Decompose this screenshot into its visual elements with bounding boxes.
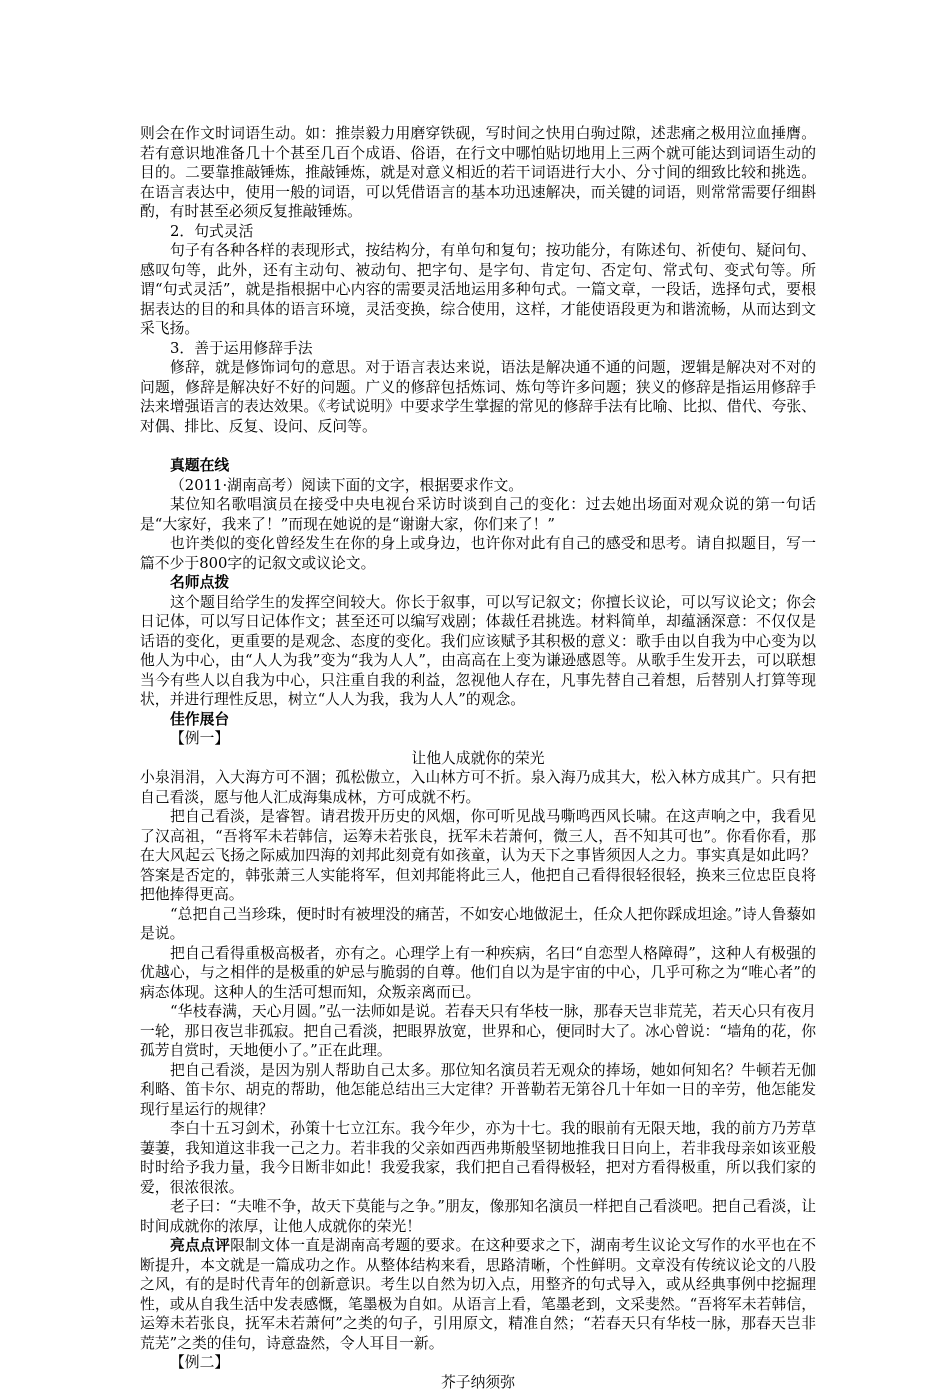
section-gap — [140, 436, 816, 456]
essay-paragraph: 把自己看得重极高极者，亦有之。心理学上有一种疾病，名曰“自恋型人格障碍”，这种人有极强的优越心，与之相伴的是极重的妒忌与脆弱的自尊。他们自以为是宇宙的中心，几乎可称之为“唯心者”的病态体现。这种人的生活可想而知，众叛亲离而已。 — [140, 944, 816, 1003]
example-2-label: 【例二】 — [140, 1353, 816, 1373]
comment-label: 亮点点评 — [170, 1237, 230, 1254]
example-1-label: 【例一】 — [140, 729, 816, 749]
paragraph-sentence-variety: 句子有各种各样的表现形式，按结构分，有单句和复句；按功能分，有陈述句、祈使句、疑问句、感叹句等，此外，还有主动句、被动句、把字句、是字句、肯定句、否定句、常式句、变式句等。所谓“句式灵活”，就是指根据中心内容的需要灵活地运用多种句式。一篇文章，一段话，选择句式，要根据表达的目的和具体的语言环境，灵活变换，综合使用，这样，才能使语段更为和谐流畅，从而达到文采飞扬。 — [140, 241, 816, 339]
comment-text: 限制文体一直是湖南高考题的要求。在这种要求之下，湖南考生议论文写作的水平也在不断提升，本文就是一篇成功之作。从整体结构来看，思路清晰，个性鲜明。文章没有传统议论文的八股之风，有的是时代青年的创新意识。考生以自然为切入点，用整齐的句式导入，或从经典事例中挖掘理性，或从自我生活中发表感慨，笔墨极为自如。从语言上看，笔墨老到，文采斐然。“吾将军未若韩信，运筹未若张良，抚军未若萧何”之类的句子，引用原文，精准自然；“若春天只有华枝一脉，那春天岂非荒芜”之类的佳句，诗意盎然，令人耳目一新。 — [140, 1237, 816, 1352]
essay-paragraph: 把自己看淡，是睿智。请君拨开历史的风烟，你可听见战马嘶鸣西风长啸。在这声响之中，我看见了汉高祖，“吾将军未若韩信，运筹未若张良，抚军未若萧何，微三人，吾不知其可也”。你看你看，那在大风起云飞扬之际威加四海的刘邦此刻竟有如孩童，认为天下之事皆须因人之力。事实真是如此吗？答案是否定的，韩张萧三人实能将军，但刘邦能将此三人，他把自己看得很轻很轻，换来三位忠臣良将把他捧得更高。 — [140, 807, 816, 905]
comment-paragraph — [140, 1236, 816, 1353]
exam-source: （2011·湖南高考）阅读下面的文字，根据要求作文。 — [140, 476, 816, 496]
heading-showcase: 佳作展台 — [140, 710, 816, 730]
example-2-title: 芥子纳须弥 — [140, 1373, 816, 1392]
essay-paragraph: 李白十五习剑术，孙策十七立江东。我今年少，亦为十七。我的眼前有无限天地，我的前方乃芳草萋萋，我知道这非我一己之力。若非我的父亲如西西弗斯般坚韧地推我日日向上，若非我母亲如该亚般时时给予我力量，我今日断非如此！我爱我家，我们把自己看得极轻，把对方看得极重，所以我们家的爱，很浓很浓。 — [140, 1119, 816, 1197]
teacher-tips-paragraph: 这个题目给学生的发挥空间较大。你长于叙事，可以写记叙文；你擅长议论，可以写议论文；你会日记体，可以写日记体作文；甚至还可以编写戏剧；体裁任君挑选。材料简单，却蕴涵深意：不仅仅是话语的变化，更重要的是观念、态度的变化。我们应该赋予其积极的意义：歌手由以自我为中心变为以他人为中心，由“人人为我”变为“我为人人”，由高高在上变为谦逊感恩等。从歌手生发开去，可以联想当今有些人以自我为中心，只注重自我的利益，忽视他人存在，凡事先替自己着想，后替别人打算等现状，并进行理性反思，树立“人人为我，我为人人”的观念。 — [140, 593, 816, 710]
essay-paragraph: 小泉涓涓，入大海方可不涸；孤松傲立，入山林方可不折。泉入海乃成其大，松入林方成其广。只有把自己看淡，愿与他人汇成海集成林，方可成就不朽。 — [140, 768, 816, 807]
heading-rhetoric: 3．善于运用修辞手法 — [140, 339, 816, 359]
heading-real-exam: 真题在线 — [140, 456, 816, 476]
paragraph-words: 则会在作文时词语生动。如：推崇毅力用磨穿铁砚，写时间之快用白驹过隙，述悲痛之极用泣血捶膺。若有意识地准备几十个甚至几百个成语、俗语，在行文中哪怕贴切地用上三两个就可能达到词语生动的目的。二要靠推敲锤炼，推敲锤炼，就是对意义相近的若干词语进行大小、分寸间的细致比较和挑选。在语言表达中，使用一般的词语，可以凭借语言的基本功迅速解决，而关键的词语，则常常需要仔细斟酌，有时甚至必须反复推敲锤炼。 — [140, 124, 816, 222]
paragraph-rhetoric: 修辞，就是修饰词句的意思。对于语言表达来说，语法是解决通不通的问题，逻辑是解决对不对的问题，修辞是解决好不好的问题。广义的修辞包括炼词、炼句等许多问题；狭义的修辞是指运用修辞手法来增强语言的表达效果。《考试说明》中要求学生掌握的常见的修辞手法有比喻、比拟、借代、夸张、对偶、排比、反复、设问、反问等。 — [140, 358, 816, 436]
exam-paragraph-1: 某位知名歌唱演员在接受中央电视台采访时谈到自己的变化：过去她出场面对观众说的第一句话是“大家好，我来了！”而现在她说的是“谢谢大家，你们来了！” — [140, 495, 816, 534]
document-page — [140, 124, 816, 1392]
heading-sentence-variety: 2．句式灵活 — [140, 222, 816, 242]
essay-paragraph: 把自己看淡，是因为别人帮助自己太多。那位知名演员若无观众的捧场，她如何知名？牛顿若无伽利略、笛卡尔、胡克的帮助，他怎能总结出三大定律？开普勒若无第谷几十年如一日的辛劳，他怎能发现行星运行的规律？ — [140, 1061, 816, 1120]
essay-paragraph: “总把自己当珍珠，便时时有被埋没的痛苦，不如安心地做泥土，任众人把你踩成坦途。”诗人鲁藜如是说。 — [140, 905, 816, 944]
example-1-title: 让他人成就你的荣光 — [140, 749, 816, 769]
essay-paragraph: “华枝春满，天心月圆。”弘一法师如是说。若春天只有华枝一脉，那春天岂非荒芜，若天心只有夜月一轮，那日夜岂非孤寂。把自己看淡，把眼界放宽，世界和心，便同时大了。冰心曾说：“墙角的花，你孤芳自赏时，天地便小了。”正在此理。 — [140, 1002, 816, 1061]
essay-paragraph: 老子曰：“夫唯不争，故天下莫能与之争。”朋友，像那知名演员一样把自己看淡吧。把自己看淡，让时间成就你的浓厚，让他人成就你的荣光！ — [140, 1197, 816, 1236]
heading-teacher-tips: 名师点拨 — [140, 573, 816, 593]
exam-paragraph-2: 也许类似的变化曾经发生在你的身上或身边，也许你对此有自己的感受和思考。请自拟题目，写一篇不少于800字的记叙文或议论文。 — [140, 534, 816, 573]
